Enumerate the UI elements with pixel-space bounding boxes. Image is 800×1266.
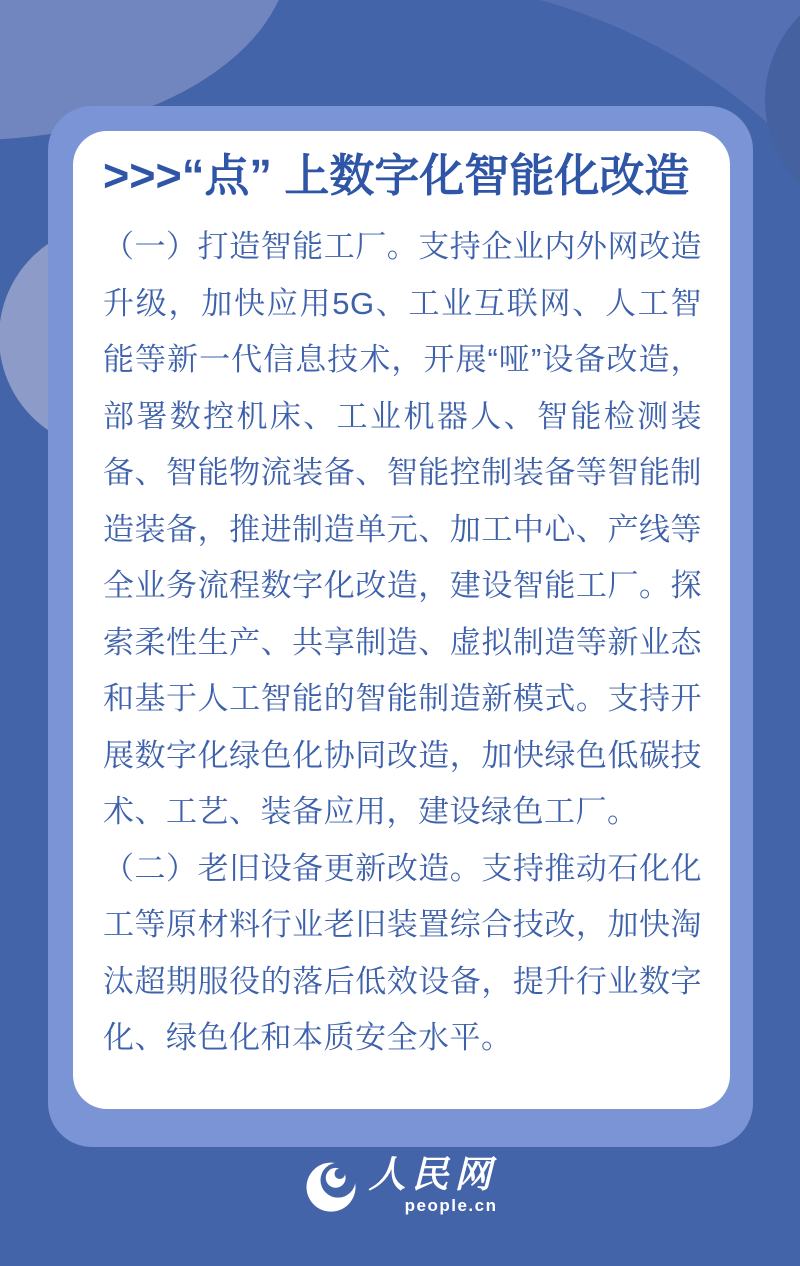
section-title: >>>“点” 上数字化智能化改造 — [103, 150, 690, 201]
people-daily-moon-icon — [303, 1158, 359, 1214]
card-body — [103, 219, 702, 1067]
logo-domain: people.cn — [404, 1196, 498, 1215]
footer-logo — [0, 1156, 800, 1216]
content-card — [73, 131, 730, 1109]
logo-text: 人民网 — [368, 1154, 498, 1195]
body-paragraph-1: （一）打造智能工厂。支持企业内外网改造升级，加快应用5G、工业互联网、人工智能等新一代信息技术，开展“哑”设备改造，部署数控机床、工业机器人、智能检测装备、智能物流装备、智能控制装备等智能制造装备，推进制造单元、加工中心、产线等全业务流程数字化改造，建设智能工厂。探索柔性生产、共享制造、虚拟制造等新业态和基于人工智能的智能制造新模式。支持开展数字化绿色化协同改造，加快绿色低碳技术、工艺、装备应用，建设绿色工厂。 — [103, 229, 702, 829]
content-card-frame — [48, 106, 753, 1147]
logo-text-block — [369, 1156, 498, 1216]
body-paragraph-2: （二）老旧设备更新改造。支持推动石化化工等原材料行业老旧装置综合技改，加快淘汰超期服役的落后低效设备，提升行业数字化、绿色化和本质安全水平。 — [103, 850, 702, 1055]
